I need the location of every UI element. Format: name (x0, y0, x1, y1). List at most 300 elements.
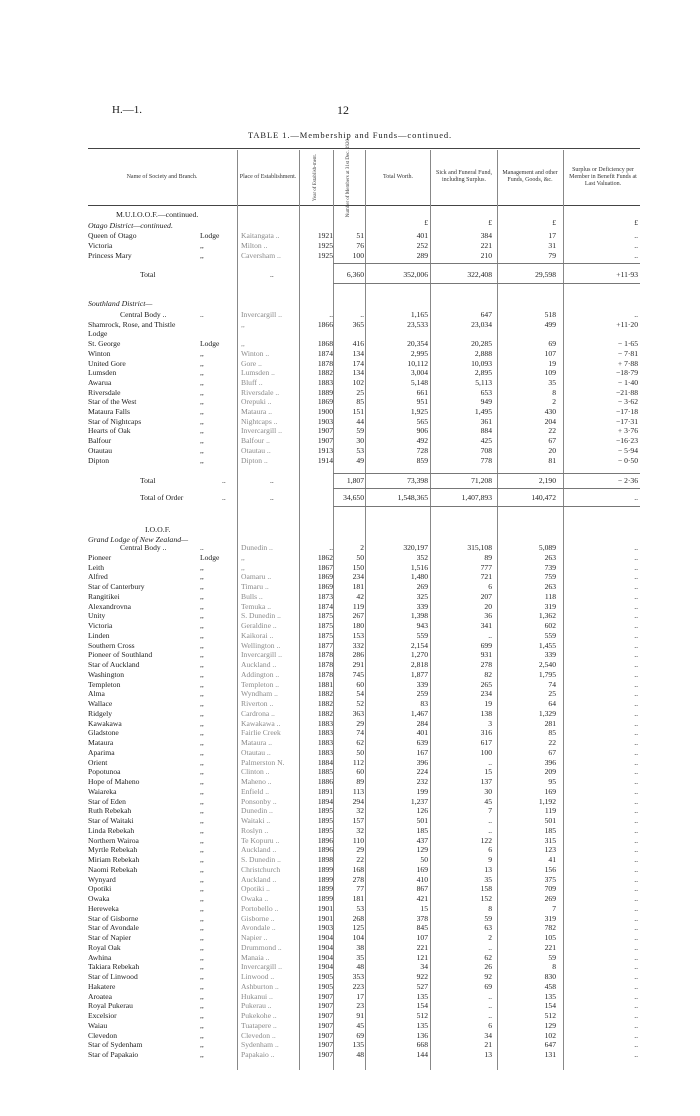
place-of-establishment: Pukekohe .. (241, 1011, 277, 1020)
member-count: 363 (352, 708, 364, 718)
member-count: 267 (352, 611, 364, 621)
total-worth: 728 (416, 445, 428, 455)
total-worth: 144 (416, 1050, 428, 1059)
surplus-deficiency: .. (634, 699, 638, 708)
sick-funeral-fund: 20,285 (471, 339, 492, 349)
total-worth: 492 (416, 436, 428, 446)
sick-funeral-fund: 708 (480, 445, 492, 455)
page-number: 12 (337, 103, 349, 117)
branch-name: Rangitikei (88, 591, 120, 601)
table-row (0, 231, 700, 241)
place-of-establishment: Portobello .. (241, 903, 279, 913)
total-worth: 1,270 (410, 650, 428, 660)
management-fund: 74 (548, 679, 556, 689)
sick-funeral-fund: 316 (480, 728, 492, 738)
branch-name: Awarua (88, 377, 112, 387)
branch-name: Linda Rebekah (88, 825, 135, 835)
table-row (0, 845, 700, 855)
surplus-deficiency: +11·20 (616, 319, 638, 329)
currency-worth: £ (424, 218, 428, 227)
col-header-worth: Total Worth. (383, 173, 413, 180)
year-established: .. (329, 543, 333, 552)
place-of-establishment: S. Dunedin .. (241, 855, 281, 864)
surplus-deficiency: .. (634, 728, 638, 738)
member-count: 174 (352, 358, 364, 368)
sick-funeral-fund: .. (488, 942, 492, 952)
total-worth: 3,004 (410, 368, 428, 378)
member-count: 59 (356, 426, 364, 436)
table-row (0, 894, 700, 904)
surplus-deficiency: .. (634, 806, 638, 816)
year-established: 1878 (317, 660, 333, 669)
place-of-establishment: Riverton .. (241, 699, 274, 708)
branch-kind: ,, (200, 816, 204, 825)
table-row (0, 563, 700, 573)
branch-name: Victoria (88, 241, 113, 250)
year-established: 1873 (317, 591, 333, 601)
southland-district-heading: Southland District— (88, 299, 153, 308)
year-established: 1904 (317, 952, 333, 962)
branch-kind: ,, (200, 991, 204, 1001)
branch-kind: ,, (200, 942, 204, 952)
member-count: 151 (352, 407, 364, 416)
branch-name: Popotunoa (88, 767, 121, 777)
total-worth: 352 (416, 552, 428, 562)
total-worth: 129 (416, 845, 428, 855)
total-worth: 859 (416, 455, 428, 465)
total-worth: 339 (416, 601, 428, 611)
surplus-deficiency: .. (634, 650, 638, 660)
total-worth: 23,533 (407, 319, 428, 329)
place-of-establishment: Ashburton .. (241, 981, 279, 991)
member-count: 38 (356, 942, 364, 952)
surplus-deficiency: .. (634, 757, 638, 767)
place-of-establishment: Owaka .. (241, 894, 269, 903)
member-count: 181 (352, 582, 364, 591)
member-count: 62 (356, 738, 364, 747)
table-row (0, 865, 700, 875)
total-worth: 167 (416, 747, 428, 757)
year-established: 1882 (317, 708, 333, 718)
management-fund: 559 (544, 630, 556, 640)
member-count: 53 (356, 445, 364, 455)
surplus-deficiency: .. (634, 1050, 638, 1059)
year-established: 1875 (317, 611, 333, 621)
place-of-establishment: Clevedon .. (241, 1030, 276, 1040)
management-fund: 129 (544, 1020, 556, 1030)
total-worth: 224 (416, 767, 428, 777)
surplus-deficiency: .. (634, 1011, 638, 1020)
table-row (0, 388, 700, 398)
member-count: 29 (356, 718, 364, 728)
branch-kind: Lodge (200, 552, 220, 562)
surplus-deficiency: .. (634, 903, 638, 913)
total-worth: 269 (416, 582, 428, 591)
sick-funeral-fund: 13 (484, 864, 492, 874)
branch-kind: ,, (200, 368, 204, 378)
table-row (0, 310, 700, 320)
table-row (0, 777, 700, 787)
table-row (0, 1040, 700, 1050)
total-worth: 320,197 (403, 543, 428, 552)
table-row (0, 904, 700, 914)
place-of-establishment: ,, (241, 319, 245, 329)
muioof-heading: M.U.I.O.O.F.—continued. (116, 210, 199, 219)
year-established: 1869 (317, 582, 333, 591)
branch-name: Riversdale (88, 387, 121, 397)
surplus-deficiency: .. (634, 864, 638, 874)
management-fund: 8 (552, 387, 556, 397)
total-worth: 126 (416, 806, 428, 816)
total-worth: 922 (416, 972, 428, 981)
year-established: 1901 (317, 913, 333, 923)
year-established: 1867 (317, 562, 333, 572)
place-of-establishment: Oamaru .. (241, 572, 272, 582)
otago-district-heading: Otago District—continued. (88, 221, 173, 230)
member-count: 104 (352, 933, 364, 942)
table-row (0, 797, 700, 807)
year-established: 1904 (317, 933, 333, 942)
management-fund: 95 (548, 777, 556, 786)
total-worth: 1,467 (410, 708, 428, 718)
sick-funeral-fund: 777 (480, 562, 492, 572)
surplus-deficiency: .. (634, 942, 638, 952)
table-title: TABLE 1.—Membership and Funds—continued. (247, 130, 453, 140)
year-established: 1883 (317, 738, 333, 747)
management-fund: 281 (544, 718, 556, 728)
branch-name: Royal Pukerau (88, 1001, 133, 1011)
management-fund: 2 (552, 397, 556, 407)
table-row (0, 611, 700, 621)
place-of-establishment: Gisborne .. (241, 913, 275, 923)
sick-funeral-fund: 21 (484, 1040, 492, 1050)
order-total-sick: 1,407,893 (461, 493, 492, 502)
table-row (0, 962, 700, 972)
table-row (0, 1031, 700, 1041)
year-established: 1869 (317, 397, 333, 407)
place-of-establishment: Pukerau .. (241, 1001, 272, 1011)
member-count: 52 (356, 699, 364, 708)
order-total-surplus: .. (634, 493, 638, 502)
year-established: 1877 (317, 640, 333, 650)
year-established: 1882 (317, 689, 333, 699)
place-of-establishment: Lumsden .. (241, 368, 275, 378)
total-worth: 410 (416, 874, 428, 884)
total-place-dots: .. (270, 493, 274, 502)
year-established: 1866 (317, 319, 333, 329)
total-worth: 20,354 (407, 339, 428, 349)
member-count: 44 (356, 416, 364, 426)
branch-name: Washington (88, 669, 125, 679)
year-established: 1862 (317, 552, 333, 562)
sick-funeral-fund: .. (488, 1011, 492, 1020)
table-row (0, 456, 700, 466)
table-row (0, 670, 700, 680)
year-established: 1895 (317, 825, 333, 835)
branch-name: Pioneer (88, 552, 112, 562)
table-row (0, 426, 700, 436)
management-fund: 512 (544, 1011, 556, 1020)
branch-kind: ,, (200, 407, 204, 416)
surplus-deficiency: .. (634, 972, 638, 981)
sick-funeral-fund: 8 (488, 903, 492, 913)
place-of-establishment: Linwood .. (241, 972, 275, 981)
total-surplus: +11·93 (616, 270, 638, 279)
branch-kind: ,, (200, 416, 204, 426)
total-worth: 169 (416, 864, 428, 874)
place-of-establishment: Dunedin .. (241, 543, 273, 552)
management-fund: 118 (544, 591, 556, 601)
management-fund: 119 (544, 806, 556, 816)
total-mgmt: 2,190 (538, 476, 556, 485)
branch-name: Queen of Otago (88, 231, 137, 240)
surplus-deficiency: .. (634, 241, 638, 250)
total-worth: 639 (416, 738, 428, 747)
branch-kind: ,, (200, 845, 204, 855)
branch-kind: ,, (200, 1040, 204, 1050)
surplus-deficiency: .. (634, 1030, 638, 1040)
year-established: 1895 (317, 816, 333, 825)
place-of-establishment: Nightcaps .. (241, 416, 278, 426)
year-established: 1898 (317, 855, 333, 864)
branch-name: Central Body .. (120, 310, 167, 319)
branch-name: Star of Papakaio (88, 1050, 139, 1059)
year-established: 1878 (317, 669, 333, 679)
surplus-deficiency: .. (634, 981, 638, 991)
surplus-deficiency: + 7·88 (617, 358, 638, 368)
member-count: .. (360, 310, 364, 319)
branch-name: Winton (88, 348, 111, 358)
sick-funeral-fund: 949 (480, 397, 492, 407)
surplus-deficiency: .. (634, 825, 638, 835)
table-row (0, 397, 700, 407)
sick-funeral-fund: 2 (488, 933, 492, 942)
table-row (0, 972, 700, 982)
total-worth: 527 (416, 981, 428, 991)
branch-kind: ,, (200, 708, 204, 718)
header-bottom-rule (88, 205, 640, 206)
member-count: 234 (352, 572, 364, 582)
surplus-deficiency: −17·31 (616, 416, 638, 426)
member-count: 332 (352, 640, 364, 650)
total-worth: 845 (416, 923, 428, 933)
total-worth: 1,925 (410, 407, 428, 416)
col-header-place: Place of Establishment. (239, 173, 297, 180)
sick-funeral-fund: 122 (480, 835, 492, 845)
place-of-establishment: Maheno .. (241, 777, 272, 786)
total-worth: 2,995 (410, 348, 428, 358)
management-fund: 35 (548, 377, 556, 387)
place-of-establishment: Otautau .. (241, 747, 271, 757)
branch-kind: ,, (200, 1050, 204, 1059)
place-of-establishment: Bulls .. (241, 591, 263, 601)
branch-name: Ruth Rebekah (88, 806, 132, 816)
place-of-establishment: Waitaki .. (241, 816, 271, 825)
management-fund: 204 (544, 416, 556, 426)
year-established: 1903 (317, 416, 333, 426)
place-of-establishment: Avondale .. (241, 923, 276, 933)
management-fund: 25 (548, 689, 556, 699)
sick-funeral-fund: 138 (480, 708, 492, 718)
branch-name: St. George (88, 339, 121, 349)
currency-surplus: £ (634, 218, 638, 227)
surplus-deficiency: .. (634, 816, 638, 825)
management-fund: 41 (548, 855, 556, 864)
total-worth: 1,480 (410, 572, 428, 582)
table-row (0, 368, 700, 378)
table-row (0, 349, 700, 359)
member-count: 286 (352, 650, 364, 660)
order-total-row (0, 493, 700, 503)
surplus-deficiency: .. (634, 1001, 638, 1011)
sick-funeral-fund: 62 (484, 952, 492, 962)
header-top-rule (88, 148, 640, 149)
branch-kind: ,, (200, 874, 204, 884)
table-row (0, 758, 700, 768)
total-worth: 1,877 (410, 669, 428, 679)
branch-kind: ,, (200, 757, 204, 767)
branch-name: Excelsior (88, 1011, 117, 1020)
table-row (0, 719, 700, 729)
branch-name: Star of Eden (88, 796, 126, 806)
branch-kind: ,, (200, 241, 204, 250)
place-of-establishment: Clinton .. (241, 767, 270, 777)
total-worth: 2,818 (410, 660, 428, 669)
branch-kind: ,, (200, 455, 204, 465)
branch-kind: ,, (200, 669, 204, 679)
place-of-establishment: Caversham .. (241, 251, 281, 260)
branch-kind: ,, (200, 1001, 204, 1011)
surplus-deficiency: −21·88 (616, 387, 638, 397)
branch-name: Star of Sydenham (88, 1040, 143, 1050)
total-worth: 135 (416, 991, 428, 1001)
year-established: 1905 (317, 981, 333, 991)
table-row (0, 875, 700, 885)
management-fund: 22 (548, 426, 556, 436)
table-row (0, 1050, 700, 1060)
surplus-deficiency: − 5·94 (617, 445, 638, 455)
year-established: 1883 (317, 747, 333, 757)
place-of-establishment: Bluff .. (241, 377, 263, 387)
management-fund: 69 (548, 339, 556, 349)
management-fund: 7 (552, 903, 556, 913)
branch-kind: ,, (200, 1011, 204, 1020)
surplus-deficiency: .. (634, 894, 638, 903)
member-count: 100 (352, 251, 364, 260)
management-fund: 782 (544, 923, 556, 933)
branch-name: Orient (88, 757, 108, 767)
total-worth: 1,398 (410, 611, 428, 621)
management-fund: 518 (544, 310, 556, 319)
management-fund: 739 (544, 562, 556, 572)
total-worth: 83 (420, 699, 428, 708)
sick-funeral-fund: 653 (480, 387, 492, 397)
management-fund: 1,795 (538, 669, 556, 679)
branch-kind: ,, (200, 786, 204, 796)
total-dots: .. (222, 476, 226, 485)
sick-funeral-fund: 647 (480, 310, 492, 319)
surplus-deficiency: .. (634, 952, 638, 962)
place-of-establishment: Drummond .. (241, 942, 282, 952)
sick-funeral-fund: 20 (484, 601, 492, 611)
member-count: 51 (356, 231, 364, 240)
total-worth: 1,165 (410, 310, 428, 319)
branch-name: Templeton (88, 679, 121, 689)
year-established: 1891 (317, 786, 333, 796)
surplus-deficiency: .. (634, 874, 638, 884)
table-row (0, 650, 700, 660)
year-established: 1883 (317, 718, 333, 728)
member-count: 22 (356, 855, 364, 864)
year-established: 1907 (317, 1011, 333, 1020)
place-of-establishment: Auckland .. (241, 845, 277, 855)
branch-name: Princess Mary (88, 251, 132, 260)
management-fund: 131 (544, 1050, 556, 1059)
total-worth: 34 (420, 962, 428, 972)
total-worth: 199 (416, 786, 428, 796)
branch-kind: ,, (200, 806, 204, 816)
sick-funeral-fund: 278 (480, 660, 492, 669)
place-of-establishment: Milton .. (241, 241, 268, 250)
surplus-deficiency: .. (634, 913, 638, 923)
sick-funeral-fund: 137 (480, 777, 492, 786)
place-of-establishment: Winton .. (241, 348, 270, 358)
management-fund: 67 (548, 436, 556, 446)
branch-name: Pioneer of Southland (88, 650, 153, 660)
branch-kind: ,, (200, 640, 204, 650)
surplus-deficiency: −17·18 (616, 407, 638, 416)
branch-name: Wynyard (88, 874, 116, 884)
surplus-deficiency: − 1·65 (617, 339, 638, 349)
table-row (0, 933, 700, 943)
branch-kind: ,, (200, 718, 204, 728)
place-of-establishment: Kawakawa .. (241, 718, 281, 728)
total-worth: 378 (416, 913, 428, 923)
branch-kind: ,, (200, 601, 204, 611)
management-fund: 2,540 (538, 660, 556, 669)
member-count: 353 (352, 972, 364, 981)
surplus-deficiency: .. (634, 621, 638, 630)
surplus-deficiency: .. (634, 845, 638, 855)
management-fund: 396 (544, 757, 556, 767)
branch-kind: ,, (200, 650, 204, 660)
table-row (0, 943, 700, 953)
management-fund: 31 (548, 241, 556, 250)
surplus-deficiency: .. (634, 884, 638, 894)
branch-name: Wallace (88, 699, 113, 708)
place-of-establishment: Invercargill .. (241, 426, 282, 436)
management-fund: 123 (544, 845, 556, 855)
branch-name: Star of Avondale (88, 923, 139, 933)
table-row (0, 660, 700, 670)
branch-kind: ,, (200, 855, 204, 864)
year-established: 1869 (317, 572, 333, 582)
member-count: 416 (352, 339, 364, 349)
management-fund: 64 (548, 699, 556, 708)
surplus-deficiency: .. (634, 718, 638, 728)
branch-kind: ,, (200, 777, 204, 786)
sick-funeral-fund: 34 (484, 1030, 492, 1040)
branch-name: Leith (88, 562, 105, 572)
branch-kind: ,, (200, 621, 204, 630)
year-established: 1907 (317, 1030, 333, 1040)
col-header-sick: Sick and Funeral Fund, including Surplus. (436, 170, 492, 183)
member-count: 54 (356, 689, 364, 699)
place-of-establishment: Temuka .. (241, 601, 272, 611)
sick-funeral-fund: 207 (480, 591, 492, 601)
year-established: 1907 (317, 991, 333, 1001)
sick-funeral-fund: .. (488, 757, 492, 767)
